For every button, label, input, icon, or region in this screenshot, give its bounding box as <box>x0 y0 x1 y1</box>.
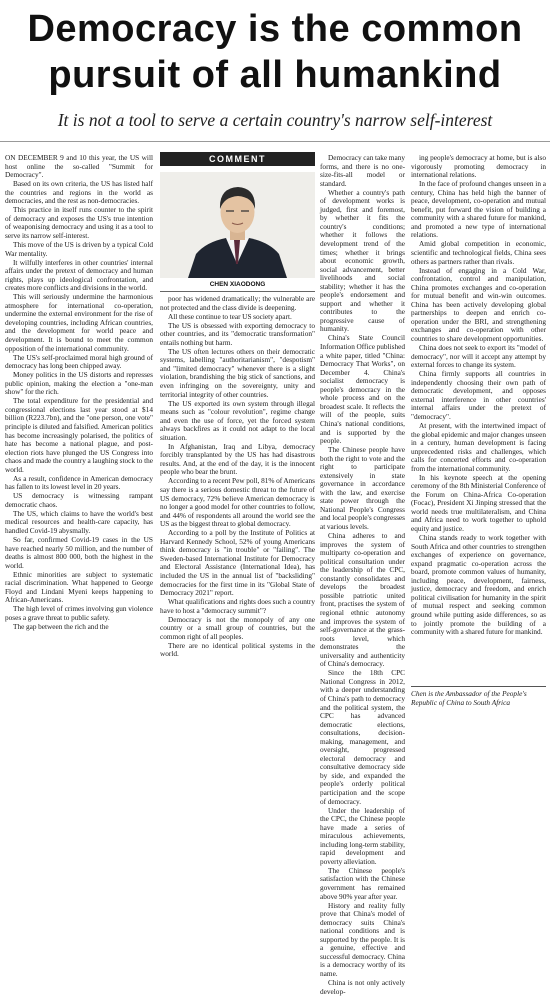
article-paragraph: The total expenditure for the presidential and congressional elections last year stood at $14 billion (R223.7bn), and the "one person, one vote" principle is diluted and falsified. American politics has become increasingly polarised, the politics of hate has become a national plague, and post-election riots have plunged the US Congress into chaos and made the country a laughing stock to the world. <box>5 396 153 474</box>
article-paragraph: Under the leadership of the CPC, the Chinese people have made a series of miraculous achievements, including long-term stability, rapid development and poverty alleviation. <box>320 805 405 866</box>
author-headshot-icon <box>160 172 315 278</box>
author-byline: CHEN XIAODONG <box>209 281 266 288</box>
article-paragraph: According to a poll by the Institute of Politics at Harvard Kennedy School, 52% of young Americans think democracy is "in trouble" or "failing". The Sweden-based International Institute for Democracy and Electoral Assistance (International Idea), has included the US in the annual list of "backsliding" democracies for the first time in its "Global State of Democracy 2021" report. <box>160 528 315 598</box>
article-paragraph: Instead of engaging in a Cold War, confrontation, control and manipulation, China promotes exchanges and co-operation for mutual benefit and win-win outcomes. China has been actively developing global partnerships to deepen and enrich co-operation under the BRI, and strengthening exchanges and co-operation with other countries to share development opportunities. <box>411 265 546 343</box>
article-paragraph: The US is obsessed with exporting democracy to other countries, and its "democratic transformation" entails nothing but harm. <box>160 320 315 347</box>
comment-label: COMMENT <box>160 152 315 166</box>
byline-divider <box>160 291 315 292</box>
article-paragraph: China firmly supports all countries in independently choosing their own path of democratic development, and opposes external interference in other countries' internal affairs under the pretext of "democracy". <box>411 369 546 421</box>
article-paragraph: China is not only actively develop- <box>320 978 405 996</box>
article-paragraph: This will seriously undermine the harmonious atmosphere for international co-operation, undermine the external environment for the rise of developing countries, including African countries, and the development for world peace and development. It is bound to meet the common opposition of the international community. <box>5 292 153 353</box>
article-paragraph: The US, which claims to have the world's best medical resources and health-care capacity, has handled Covid-19 abysmally. <box>5 508 153 536</box>
article-column-2 <box>160 295 315 723</box>
headline-line-2: pursuit of all humankind <box>48 54 502 96</box>
article-paragraph: Amid global competition in economic, scientific and technological fields, China sees others as partners rather than rivals. <box>411 239 546 266</box>
article-column-4 <box>411 154 546 684</box>
article-paragraph: The high level of crimes involving gun violence poses a grave threat to public safety. <box>5 604 153 622</box>
article-paragraph: The gap between the rich and the <box>13 622 109 632</box>
article-paragraph: ing people's democracy at home, but is also vigorously promoting democracy in international relations. <box>411 153 546 180</box>
article-paragraph: Ethnic minorities are subject to systematic racial discrimination. What happened to George Floyd and Lindani Myeni keeps happening to African-Americans. <box>5 569 153 605</box>
article-paragraph: In his keynote speech at the opening ceremony of the 8th Ministerial Conference of the Forum on China-Africa Co-operation (Focac), President Xi Jinping stressed that the world needs true multilateralism, and China and Africa need to work together to uphold equity and justice. <box>411 472 546 534</box>
article-column-1 <box>5 154 153 723</box>
article-paragraph: Money politics in the US distorts and represses public opinion, making the election a "one-man show" for the rich. <box>5 370 153 397</box>
article-paragraph: In the face of profound changes unseen in a century, China has held high the banner of peace, development, co-operation and mutual benefit, put forward the vision of building a community with a shared future for mankind, and promoted a new type of international relations. <box>411 179 546 240</box>
article-paragraph: The US often lectures others on their democratic systems, labelling "authoritarianism", "despotism" and "limited democracy" whenever there is a slight violation, brandishing the big stick of sanctions, and even infringing on the sovereignty, unity and territorial integrity of other countries. <box>160 346 315 399</box>
article-paragraph: China stands ready to work together with South Africa and other countries to strengthen exchanges of experience on governance, expand pragmatic co-operation across the board, promote common values of humanity, including peace, development, fairness, justice, democracy and freedom, and enrich political civilisation for humanity in the spirit of mutual respect and seeking common ground while putting aside differences, so as to jointly promote the building of a community with a shared future for mankind. <box>411 533 546 637</box>
article-paragraph: There are no identical political systems in the world. <box>160 640 315 659</box>
article-column-3 <box>320 153 405 996</box>
article-paragraph: All these continue to tear US society apart. <box>168 311 292 321</box>
article-paragraph: The Chinese people's satisfaction with the Chinese government has remained above 90% year after year. <box>320 865 405 901</box>
article-paragraph: Democracy is not the monopoly of any one country or a small group of countries, but the common right of all peoples. <box>160 614 315 641</box>
article-paragraph: It wilfully interferes in other countries' internal affairs under the pretext of democracy and human rights, plays up ideological confrontation, and creates more conflicts and divisions in the world. <box>5 257 153 293</box>
article-paragraph: Based on its own criteria, the US has listed half the countries and regions in the world as democracies, and the rest as non-democracies. <box>5 179 153 206</box>
article-paragraph: Whether a country's path of development works is judged, first and foremost, by whether it fits the country's conditions; whether it follows the development trend of the times; whether it brings about economic growth, social advancement, better livelihoods and social stability; whether it has the people's endorsement and support and whether it contributes to the progressive cause of humanity. <box>320 187 405 334</box>
article-paragraph: ON DECEMBER 9 and 10 this year, the US will host online the so-called "Summit for Democracy". <box>5 153 153 180</box>
author-note: Chen is the Ambassador of the People's Republic of China to South Africa <box>411 689 527 707</box>
article-paragraph: poor has widened dramatically; the vulnerable are not protected and the class divide is deepening. <box>160 294 315 312</box>
article-paragraph: At present, with the intertwined impact of the global epidemic and major changes unseen in a century, human development is facing unprecedented risks and challenges, which calls for concerted efforts and co-operation from the international community. <box>411 420 546 473</box>
article-paragraph: The US exported its own system through illegal means such as "colour revolution", regime change and even the use of force, yet the forced system always backfires as it could not adapt to the local situation. <box>160 398 315 442</box>
headline-line-1: Democracy is the common <box>27 8 523 50</box>
article-paragraph: China's State Council Information Office published a white paper, titled "China: Democracy That Works", on December 4. China's socialist democracy is people's democracy in the whole process and on the broadest scale. It reflects the will of the people, suits China's national conditions, and is supported by the people. <box>320 333 405 446</box>
article-paragraph: As a result, confidence in American democracy has fallen to its lowest level in 20 years. <box>5 473 153 492</box>
article-paragraph: Democracy can take many forms, and there is no one-size-fits-all model or standard. <box>320 153 405 188</box>
subheadline: It is not a tool to serve a certain country's narrow self-interest <box>57 110 493 130</box>
article-paragraph: History and reality fully prove that China's model of democracy suits China's national conditions and is supported by the people. It is a genuine, effective and successful democracy. China is a democracy worthy of its name. <box>320 900 405 978</box>
article-paragraph: So far, confirmed Covid-19 cases in the US have reached nearly 50 million, and the number of deaths is almost 800 000, both the highest in the world. <box>5 535 153 570</box>
article-paragraph: In Afghanistan, Iraq and Libya, democracy forcibly transplanted by the US has had disastrous results. And, at the end of the day, it is the innocent people who bear the brunt. <box>160 441 315 477</box>
header-divider <box>0 141 550 142</box>
article-paragraph: US democracy is witnessing rampant democratic chaos. <box>5 491 153 509</box>
article-paragraph: China does not seek to export its "model of democracy", nor will it accept any attempt by external forces to change its system. <box>411 343 546 370</box>
author-note-divider <box>411 686 546 687</box>
article-paragraph: What qualifications and rights does such a country have to host a "democracy summit"? <box>160 597 315 615</box>
article-paragraph: This practice in itself runs counter to the spirit of democracy and exposes the US's true intention of weaponising democracy and using it as a tool to serve its narrow self-interest. <box>5 205 153 240</box>
article-paragraph: China adheres to and improves the system of multiparty co-operation and political consultation under the leadership of the CPC, constantly consolidates and develops the broadest possible patriotic united front, practises the system of regional ethnic autonomy and improves the system of self-governance at the grass-roots level, which demonstrates the universality and authenticity of China's democracy. <box>320 531 405 669</box>
article-paragraph: This move of the US is driven by a typical Cold War mentality. <box>5 239 153 258</box>
article-paragraph: The US's self-proclaimed moral high ground of democracy has long been chipped away. <box>5 352 153 371</box>
author-photo <box>160 172 315 278</box>
article-paragraph: Since the 18th CPC National Congress in 2012, with a deeper understanding of China's path to democracy and the political system, the CPC has advanced democratic elections, consultations, decision-making, management, and oversight, progressed electoral democracy and consultative democracy side by side, and expanded the people's orderly political participation and the scope of democracy. <box>320 668 405 806</box>
article-paragraph: According to a recent Pew poll, 81% of Americans say there is a serious domestic threat to the future of US democracy, 72% believe American democracy is no longer a good model for other countries to follow, and 44% of respondents all around the world see the US as the biggest threat to global democracy. <box>160 476 315 529</box>
article-paragraph: The Chinese people have both the right to vote and the right to participate extensively in state governance in accordance with the law, and exercise state power through the National People's Congress and local people's congresses at various levels. <box>320 445 405 532</box>
